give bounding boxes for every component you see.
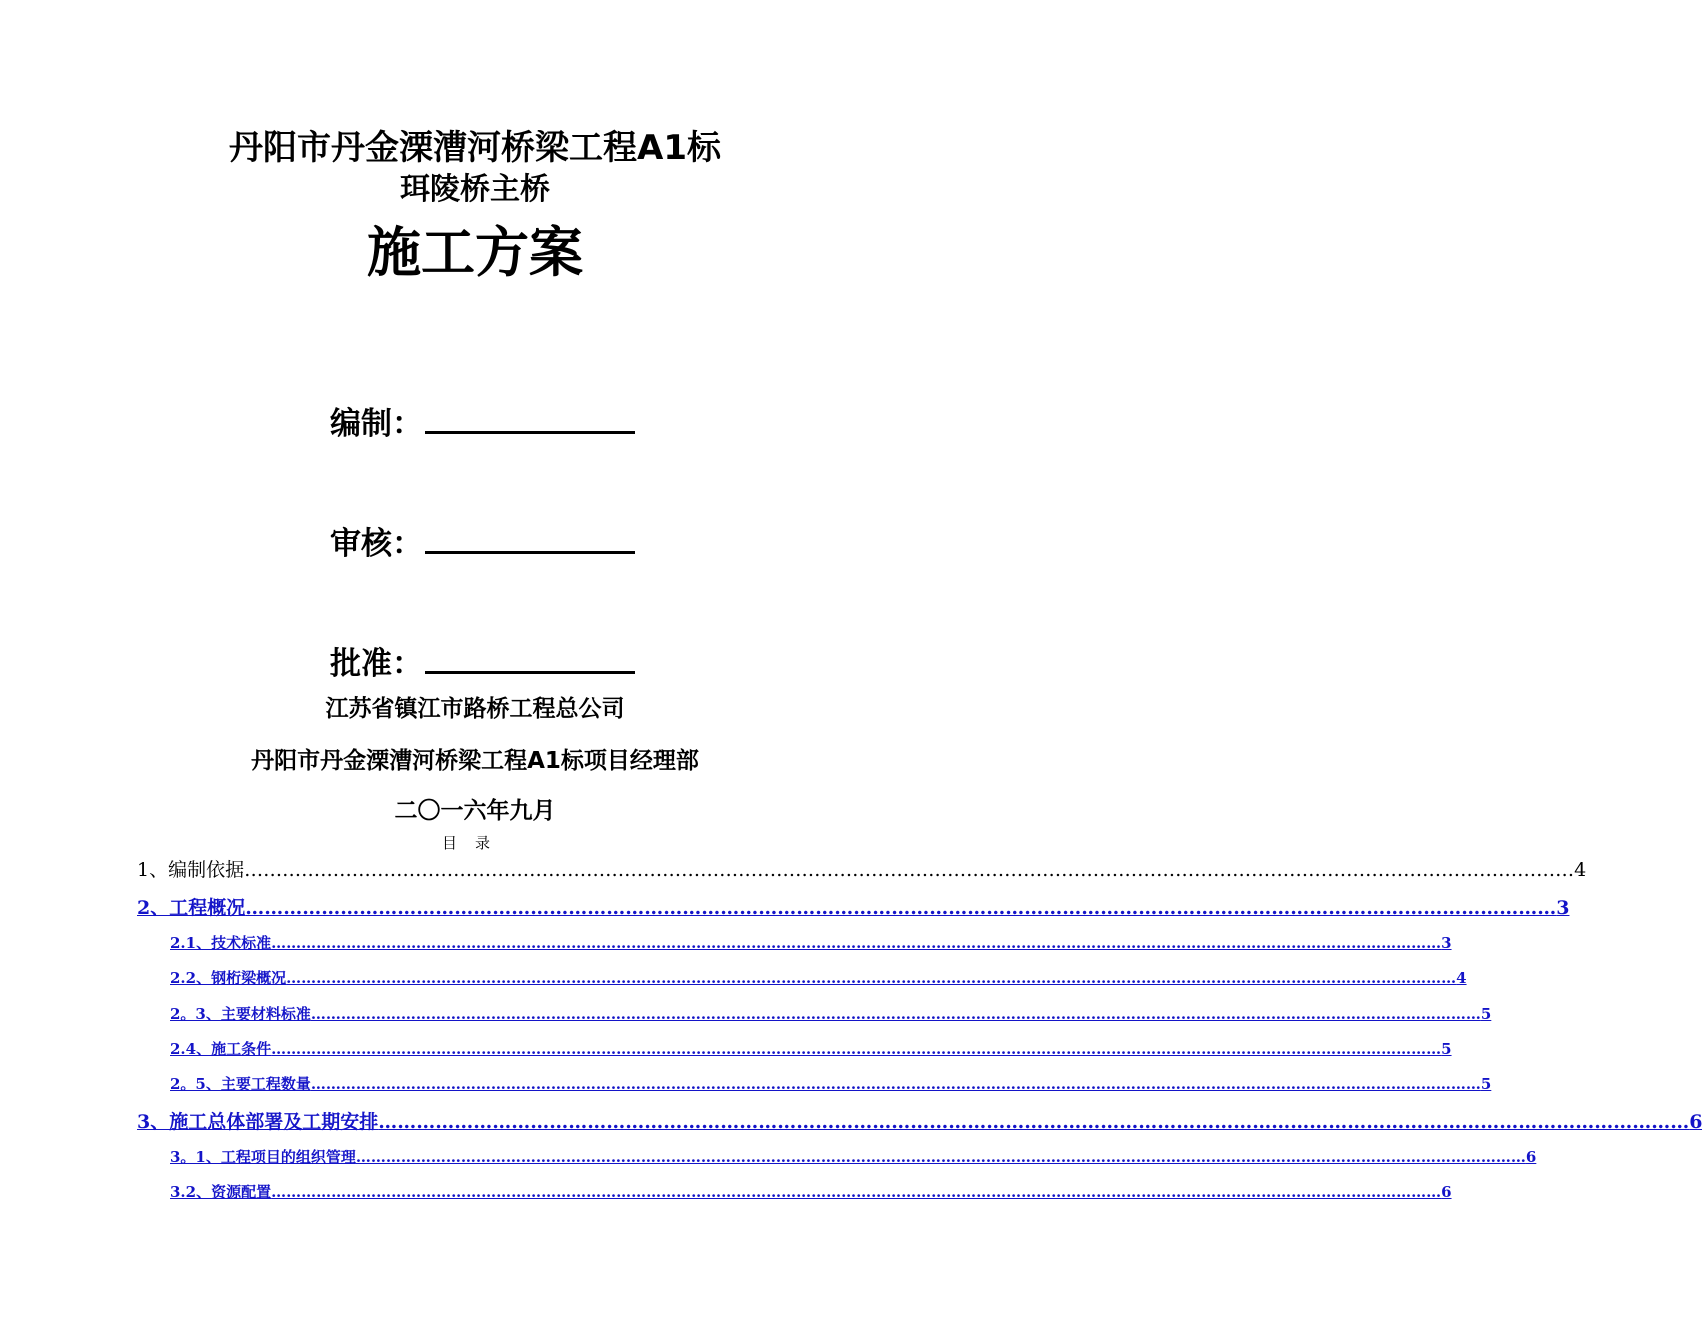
toc-entry-label: 2.2、钢桁梁概况 (170, 969, 287, 987)
toc-entry-3-2[interactable] (170, 1181, 1452, 1202)
toc-leader: ……………………………………………………………………………………………………………………………………………………………………………………………………………… (271, 1183, 1442, 1201)
title-line-2: 珥陵桥主桥 (400, 172, 550, 207)
toc-entry-page: 6 (1441, 1183, 1452, 1201)
toc-leader: ……………………………………………………………………………………………………………………………………………………………………………………………………………… (355, 1148, 1526, 1166)
sign-review (330, 518, 635, 563)
toc-entry-label: 2。5、主要工程数量 (170, 1075, 311, 1093)
toc-entry-2-3[interactable] (170, 1003, 1492, 1024)
toc-leader: ……………………………………………………………………………………………………………………………………………………………………………………………………………… (286, 969, 1457, 987)
org-company: 江苏省镇江市路桥工程总公司 (325, 696, 625, 722)
toc-entry-label: 2.4、施工条件 (170, 1040, 272, 1058)
toc-entry-page: 6 (1525, 1148, 1537, 1166)
toc-leader: ……………………………………………………………………………………………………………………………………………………………………………………… (245, 897, 1557, 919)
sign-compile (330, 398, 635, 443)
document-date: 二〇一六年九月 (394, 798, 556, 824)
document-title: 施工方案 (367, 221, 583, 284)
toc-leader: ……………………………………………………………………………………………………………………………………………………………………………………………………………… (310, 1005, 1481, 1023)
toc-entry-label: 3。1、工程项目的组织管理 (170, 1148, 356, 1166)
sign-review-label: 审核： (330, 526, 423, 562)
toc-entry-label: 2、工程概况 (137, 897, 246, 919)
toc-leader: ……………………………………………………………………………………………………………………………………………………………………………………………………………… (271, 934, 1442, 952)
toc-leader: ……………………………………………………………………………………………………………………………………………………………………………………………………………… (310, 1075, 1481, 1093)
toc-entry-page: 3 (1556, 897, 1570, 919)
toc-entry-3[interactable] (137, 1107, 1702, 1134)
toc-entry-2-5[interactable] (170, 1073, 1492, 1094)
sign-approve-blank (425, 645, 635, 674)
toc-leader: ………………………………………………………………………………………………………………………………………………………………………………………… (244, 859, 1575, 881)
toc-entry-2-1[interactable] (170, 932, 1452, 953)
toc-entry-page: 4 (1456, 969, 1467, 987)
sign-approve (330, 638, 635, 683)
toc-entry-page: 5 (1480, 1075, 1492, 1093)
toc-entry-2-2[interactable] (170, 967, 1467, 988)
toc-entry-label: 3.2、资源配置 (170, 1183, 272, 1201)
toc-entry-page: 5 (1480, 1005, 1492, 1023)
sign-compile-label: 编制： (330, 406, 423, 442)
toc-entry-2[interactable] (137, 893, 1570, 920)
toc-leader: ……………………………………………………………………………………………………………………………………………………………………………………………………………… (271, 1040, 1442, 1058)
toc-entry-label: 1、编制依据 (137, 859, 245, 881)
toc-entry-3-1[interactable] (170, 1146, 1537, 1167)
toc-entry-1[interactable] (137, 855, 1587, 882)
toc-entry-label: 2.1、技术标准 (170, 934, 272, 952)
org-department: 丹阳市丹金溧漕河桥梁工程A1标项目经理部 (251, 748, 699, 774)
toc-entry-page: 5 (1441, 1040, 1452, 1058)
toc-heading: 目录 (441, 834, 508, 852)
sign-compile-blank (425, 405, 635, 434)
sign-approve-label: 批准： (330, 646, 423, 682)
toc-entry-page: 4 (1574, 859, 1587, 881)
toc-entry-2-4[interactable] (170, 1038, 1452, 1059)
toc-entry-page: 3 (1441, 934, 1452, 952)
toc-entry-label: 3、施工总体部署及工期安排 (137, 1111, 379, 1133)
sign-review-blank (425, 525, 635, 554)
toc-entry-page: 6 (1689, 1111, 1702, 1133)
title-line-1: 丹阳市丹金溧漕河桥梁工程A1标 (229, 128, 721, 168)
toc-entry-label: 2。3、主要材料标准 (170, 1005, 311, 1023)
toc-leader: ……………………………………………………………………………………………………………………………………………………………………………………… (378, 1111, 1690, 1133)
